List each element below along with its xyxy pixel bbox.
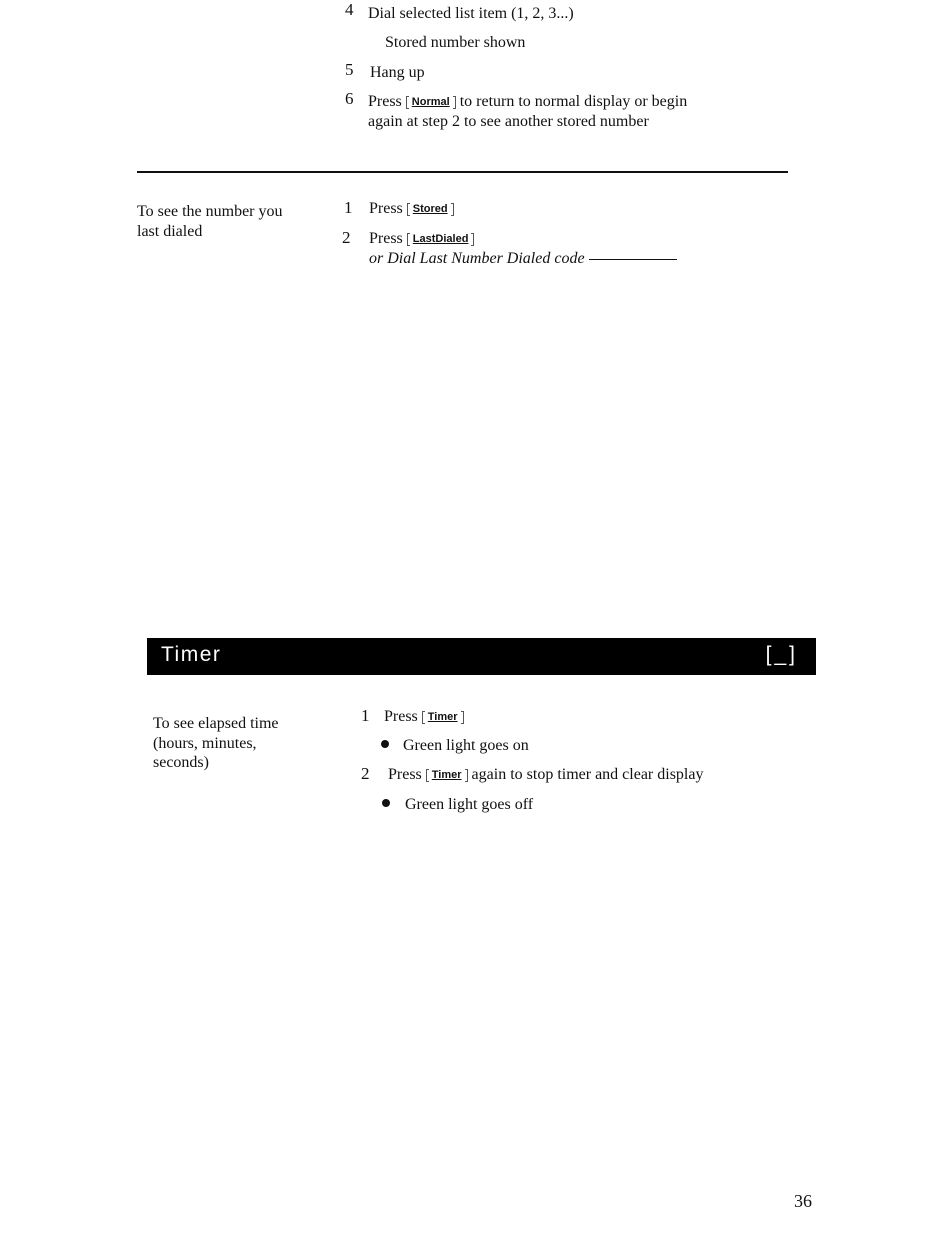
step-line	[369, 229, 474, 249]
step-number: 1	[361, 706, 370, 725]
step-line	[388, 765, 703, 785]
step-number: 2	[361, 764, 370, 783]
press-text: Press	[368, 93, 402, 110]
timer-key[interactable]: Timer	[422, 709, 464, 725]
timer-key[interactable]: Timer	[426, 767, 468, 783]
step-text: Dial selected list item (1, 2, 3...)	[368, 5, 574, 22]
code-blank-line	[589, 259, 677, 260]
step-number: 1	[344, 198, 353, 217]
step-number: 4	[345, 0, 354, 19]
step-number: 6	[345, 89, 354, 108]
normal-key[interactable]: Normal	[406, 94, 456, 110]
bullet-icon	[382, 799, 390, 807]
button-icon: [_]	[765, 643, 798, 666]
last-dialed-key[interactable]: LastDialed	[407, 231, 475, 247]
section-label: To see elapsed time	[153, 715, 279, 732]
alternate-text: or Dial Last Number Dialed code	[369, 250, 585, 267]
step-line	[369, 199, 454, 219]
press-text: Press	[384, 708, 418, 725]
page-number: 36	[794, 1191, 812, 1211]
alternate-step	[369, 249, 677, 269]
step-number: 5	[345, 60, 354, 79]
timer-banner	[147, 638, 816, 675]
step-note: Stored number shown	[385, 34, 526, 51]
section-label: last dialed	[137, 223, 203, 240]
press-text: Press	[369, 200, 403, 217]
section-label: To see the number you	[137, 203, 283, 220]
step-text: to return to normal display or begin	[459, 93, 688, 110]
section-divider	[137, 171, 788, 173]
section-label: (hours, minutes,	[153, 735, 257, 752]
step-line	[384, 707, 464, 727]
bullet-text: Green light goes on	[403, 737, 529, 754]
step-line	[368, 92, 687, 112]
press-text: Press	[369, 230, 403, 247]
stored-key[interactable]: Stored	[407, 201, 454, 217]
step-text-continued: again at step 2 to see another stored number	[368, 113, 649, 130]
section-label: seconds)	[153, 754, 209, 771]
step-text: again to stop timer and clear display	[471, 766, 704, 783]
bullet-icon	[381, 740, 389, 748]
step-number: 2	[342, 228, 351, 247]
bullet-text: Green light goes off	[405, 796, 534, 813]
press-text: Press	[388, 766, 422, 783]
banner-title: Timer	[161, 643, 222, 666]
step-text: Hang up	[370, 64, 425, 81]
